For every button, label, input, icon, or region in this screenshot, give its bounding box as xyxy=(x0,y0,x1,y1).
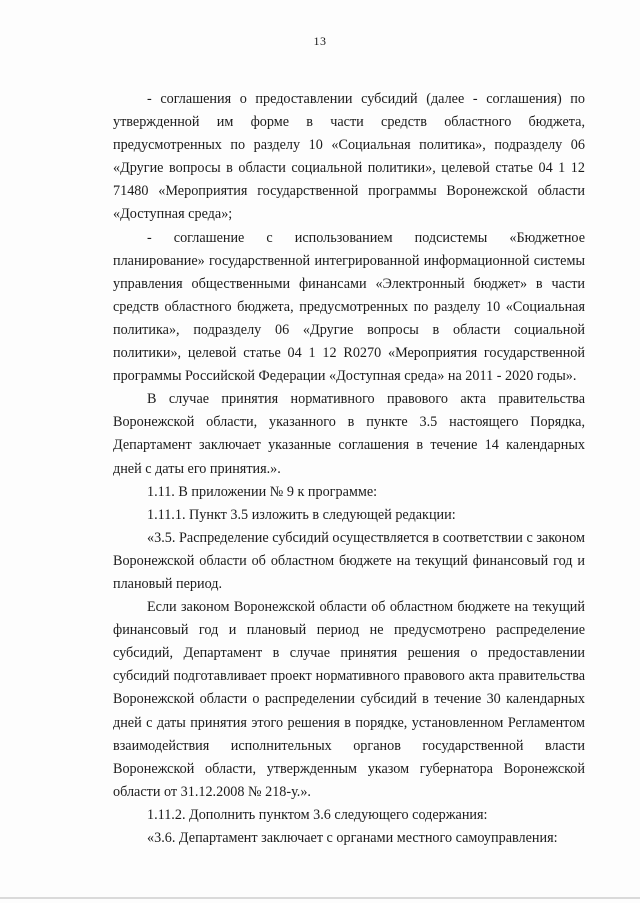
scan-edge-line xyxy=(0,897,640,899)
paragraph-item-1-11-2: 1.11.2. Дополнить пунктом 3.6 следующего содержания: xyxy=(147,806,488,823)
paragraph-regulatory-act: В случае принятия нормативного правового акта правительства Воронежской области, указанного в пункте 3.5 настоящего Порядка, Департамент заключает указанные соглашения в течение 14 календарных дней с даты его принятия.». xyxy=(113,391,585,477)
paragraph-clause-3-5: «3.5. Распределение субсидий осуществляется в соответствии с законом Воронежской области об областном бюджете на текущий финансовый год и плановый период. xyxy=(113,529,585,592)
paragraph-agreement-electronic-budget: - соглашение с использованием подсистемы «Бюджетное планирование» государственной интегрированной информационной системы управления общественными финансами «Электронный бюджет» в части средств областного бюджета, предусмотренных по разделу 10 «Социальная политика», подразделу 06 «Другие вопросы в области социальной политики», целевой статье 04 1 12 R0270 «Мероприятия государственной программы Российской Федерации «Доступная среда» на 2011 - 2020 годы». xyxy=(113,229,585,385)
paragraph-clause-3-5-continued: Если законом Воронежской области об областном бюджете на текущий финансовый год и плановый период не предусмотрено распределение субсидий, Департамент в случае принятия решения о предоставлении субсидий подготавливает проект нормативного правового акта правительства Воронежской области о распределении субсидий в течение 30 календарных дней с даты принятия этого решения в порядке, установленном Регламентом взаимодействия исполнительных органов государственной власти Воронежской области, утвержденным указом губернатора Воронежской области от 31.12.2008 № 218-у.». xyxy=(113,599,585,800)
paragraph-item-1-11-1: 1.11.1. Пункт 3.5 изложить в следующей редакции: xyxy=(147,506,456,523)
paragraph-item-1-11: 1.11. В приложении № 9 к программе: xyxy=(147,483,378,500)
paragraph-clause-3-6: «3.6. Департамент заключает с органами местного самоуправления: xyxy=(147,830,558,846)
paragraph-agreement-subsidies: - соглашения о предоставлении субсидий (далее - соглашения) по утвержденной им форме в части средств областного бюджета, предусмотренных по разделу 10 «Социальная политика», подразделу 06 «Другие вопросы в области социальной политики», целевой статье 04 1 12 71480 «Мероприятия государственной программы Воронежской области «Доступная среда»; xyxy=(113,91,585,223)
page-number: 13 xyxy=(313,34,327,48)
document-body xyxy=(113,88,585,850)
